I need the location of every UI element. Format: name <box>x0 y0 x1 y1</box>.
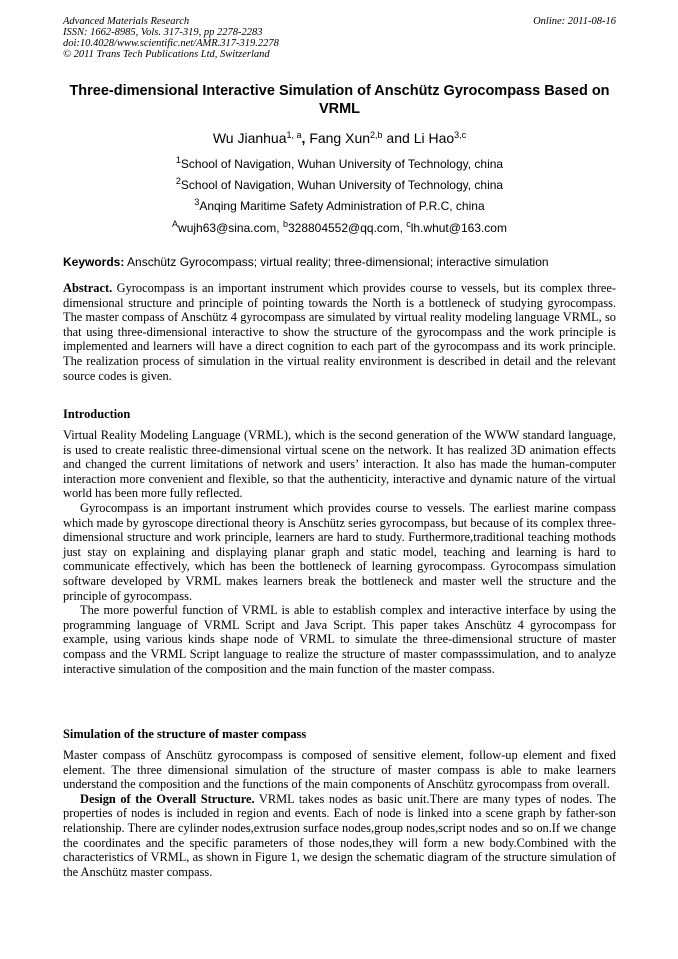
author-list <box>63 130 616 146</box>
paper-title: Three-dimensional Interactive Simulation of Anschütz Gyrocompass Based on VRML <box>69 83 610 117</box>
issn-line: ISSN: 1662-8985, Vols. 317-319, pp 2278-2283 <box>63 27 263 38</box>
affiliation-1 <box>63 157 616 171</box>
author-affil-mark: 3,c <box>454 130 467 140</box>
abstract-paragraph <box>63 281 616 383</box>
affil-mark: 2 <box>175 176 181 186</box>
author-affil-mark: 1, a <box>286 130 302 140</box>
keywords-label: Keywords: <box>63 255 125 269</box>
author-name: Wu Jianhua <box>212 130 287 146</box>
running-header <box>63 16 616 60</box>
simulation-paragraph: Master compass of Anschütz gyrocompass is composed of sensitive element, follow-up element and fixed element. The three dimensional simulation of the structure of master compass is able to make learners understand the composition and the functions of the main components of Anschütz gyrocompass from overall. <box>63 748 616 792</box>
abstract-text: Gyrocompass is an important instrument which provides course to vessels, but its complex three-dimensional structure and principle of pointing towards the North is a bottleneck of studying gyrocompass. The master compass of Anschütz 4 gyrocompass are simulated by virtual reality modeling language VRML, so that using three-dimensional interactive to show the structure of the gyrocompass and the work principle is implemented and learners will have a direct cognition to each part of the gyrocompass and its work principle. The realization process of simulation in the virtual reality environment is described in detail and the relevant source codes is given. <box>63 281 616 383</box>
author-name: Fang Xun <box>309 130 371 146</box>
design-label: Design of the Overall Structure. <box>80 791 255 806</box>
author-name: Li Hao <box>413 130 455 146</box>
section-heading-introduction: Introduction <box>63 407 131 421</box>
author-separator: and <box>382 130 414 146</box>
email-mark: b <box>282 219 288 229</box>
email-mark: c <box>406 219 411 229</box>
section-heading-simulation: Simulation of the structure of master compass <box>63 727 307 741</box>
email-mark: A <box>172 219 179 229</box>
affil-text: Anqing Maritime Safety Administration of P.R.C, china <box>199 199 485 213</box>
simulation-body <box>63 748 616 879</box>
affiliation-3 <box>63 199 616 213</box>
affiliation-2 <box>63 178 616 192</box>
keywords-text: Anschütz Gyrocompass; virtual reality; three-dimensional; interactive simulation <box>124 255 549 269</box>
author-separator: , <box>301 130 310 146</box>
email-link[interactable]: wujh63@sina.com, <box>178 221 283 235</box>
design-paragraph <box>63 792 616 880</box>
journal-name: Advanced Materials Research <box>63 16 190 27</box>
doi-line: doi:10.4028/www.scientific.net/AMR.317-319.2278 <box>63 38 279 49</box>
email-link[interactable]: 328804552@qq.com, <box>287 221 407 235</box>
intro-paragraph: Virtual Reality Modeling Language (VRML), which is the second generation of the WWW standard language, is used to create realistic three-dimensional virtual scene on the network. It has realized 3D animation effects and changed the current limitations of network and users’ interaction. It also has made the human-computer interaction more convenient and flexible, so that the authenticity, interactive and dynamic nature of the virtual world has been more fully reflected. <box>63 428 616 501</box>
keywords <box>63 255 616 269</box>
abstract <box>63 281 616 383</box>
intro-paragraph: Gyrocompass is an important instrument which provides course to vessels. The earliest marine compass which made by gyroscope directional theory is Anschütz series gyrocompass, but because of its complex three-dimensional structure and work principle, learners are hard to study. Furthermore,traditional teaching mothods just stay on explaining and displaying planar graph and static model, teaching and learning is hard to communicate effectively, which has been the bottleneck of learning gyrocompass. Gyrocompass simulation software developed by VRML makes learners break the bottleneck and master well the structure and the principle of gyrocompass. <box>63 500 616 603</box>
author-affil-mark: 2,b <box>370 130 383 140</box>
intro-paragraph: The more powerful function of VRML is able to establish complex and interactive interface by using the programming language of VRML Script and Java Script. This paper takes Anschütz 4 gyrocompass for example, using various kinds shape node of VRML to simulate the three-dimensional structure of master compass and the VRML Script language to realize the structure of master compasssimulation, and to analyze interactive simulation of the composition and the main function of the master compass. <box>63 603 616 676</box>
affil-text: School of Navigation, Wuhan University of Technology, china <box>180 178 504 192</box>
affil-mark: 3 <box>194 197 200 207</box>
affil-text: School of Navigation, Wuhan University of Technology, china <box>180 157 504 171</box>
introduction-body <box>63 428 616 676</box>
email-line <box>63 221 616 235</box>
copyright-line: © 2011 Trans Tech Publications Ltd, Switzerland <box>63 49 270 60</box>
online-date: Online: 2011-08-16 <box>533 16 616 27</box>
email-link[interactable]: lh.whut@163.com <box>410 221 507 235</box>
design-text: VRML takes nodes as basic unit.There are many types of nodes. The properties of nodes is included in region and events. Each of node is linked into a scene graph by father-son relationship. There are cylinder nodes,extrusion surface nodes,group nodes,script nodes and so on.If we change the coordinates and the specific parameters of those nodes,they will form a new body.Combined with the characteristics of VRML, as shown in Figure 1, we design the schematic diagram of the structure simulation of the Anschütz master compass. <box>63 791 616 879</box>
abstract-label: Abstract. <box>63 281 113 295</box>
affil-mark: 1 <box>175 155 181 165</box>
